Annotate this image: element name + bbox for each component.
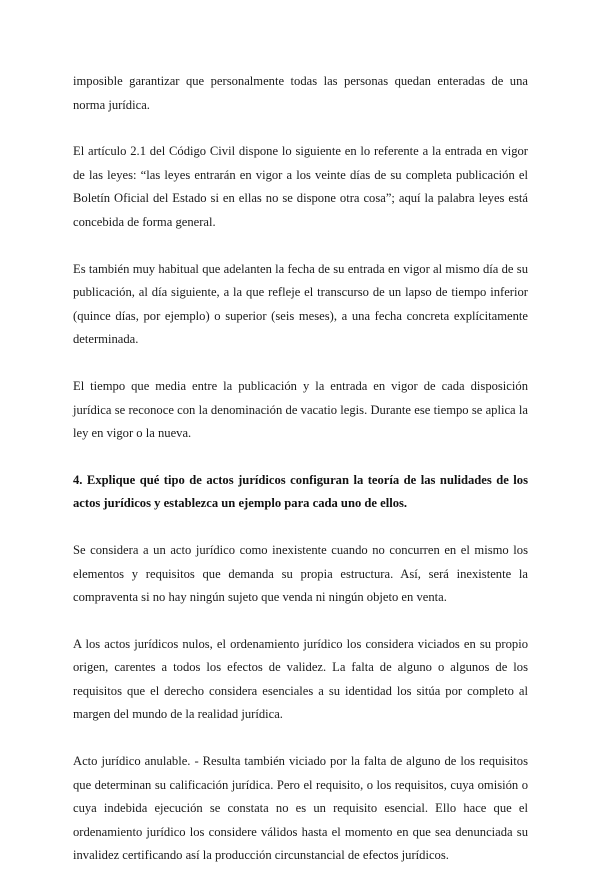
paragraph-fecha-entrada-vigor: Es también muy habitual que adelanten la fecha de su entrada en vigor al mismo día de su publicación, al día siguiente, a la que refleje el transcurso de un lapso de tiempo inferior (quince días, por ejemplo) o superior (seis meses), a una fecha concreta explícitamente determinada. xyxy=(73,261,528,347)
paragraph-articulo-2-1: El artículo 2.1 del Código Civil dispone lo siguiente en lo referente a la entrada en vigor de las leyes: “las leyes entrarán en vigor a los veinte días de su completa publicación el Boletín Oficial del Estado si en ellas no se dispone otra cosa”; aquí la palabra leyes está concebida de forma general. xyxy=(73,144,528,229)
paragraph-norma-juridica: imposible garantizar que personalmente todas las personas quedan enteradas de una norma jurídica. xyxy=(73,74,528,112)
question-heading: 4. Explique qué tipo de actos jurídicos configuran la teoría de las nulidades de los actos jurídicos y establezca un ejemplo para cada uno de ellos. xyxy=(73,472,528,511)
document-body xyxy=(73,70,528,891)
paragraph-vacatio-legis: El tiempo que media entre la publicación y la entrada en vigor de cada disposición jurídica se reconoce con la denominación de vacatio legis. Durante ese tiempo se aplica la ley en vigor o la nueva. xyxy=(73,378,528,441)
paragraph-acto-anulable: Acto jurídico anulable. - Resulta también viciado por la falta de alguno de los requisitos que determinan su calificación jurídica. Pero el requisito, o los requisitos, cuya omisión o cuya indebida ejecución se constata no es un requisito esencial. Ello hace que el ordenamiento jurídico los considere válidos hasta el momento en que sea denunciada su invalidez certificando así la producción circunstancial de efectos jurídicos. xyxy=(73,754,528,863)
paragraph-actos-nulos: A los actos jurídicos nulos, el ordenamiento jurídico los considera viciados en su propio origen, carentes a todos los efectos de validez. La falta de alguno o algunos de los requisitos que el derecho considera esenciales a su identidad los sitúa por completo al margen del mundo de la realidad jurídica. xyxy=(73,636,528,722)
paragraph-acto-inexistente: Se considera a un acto jurídico como inexistente cuando no concurren en el mismo los elementos y requisitos que demanda su propia estructura. Así, será inexistente la compraventa si no hay ningún sujeto que venda ni ningún objeto en venta. xyxy=(73,542,528,605)
